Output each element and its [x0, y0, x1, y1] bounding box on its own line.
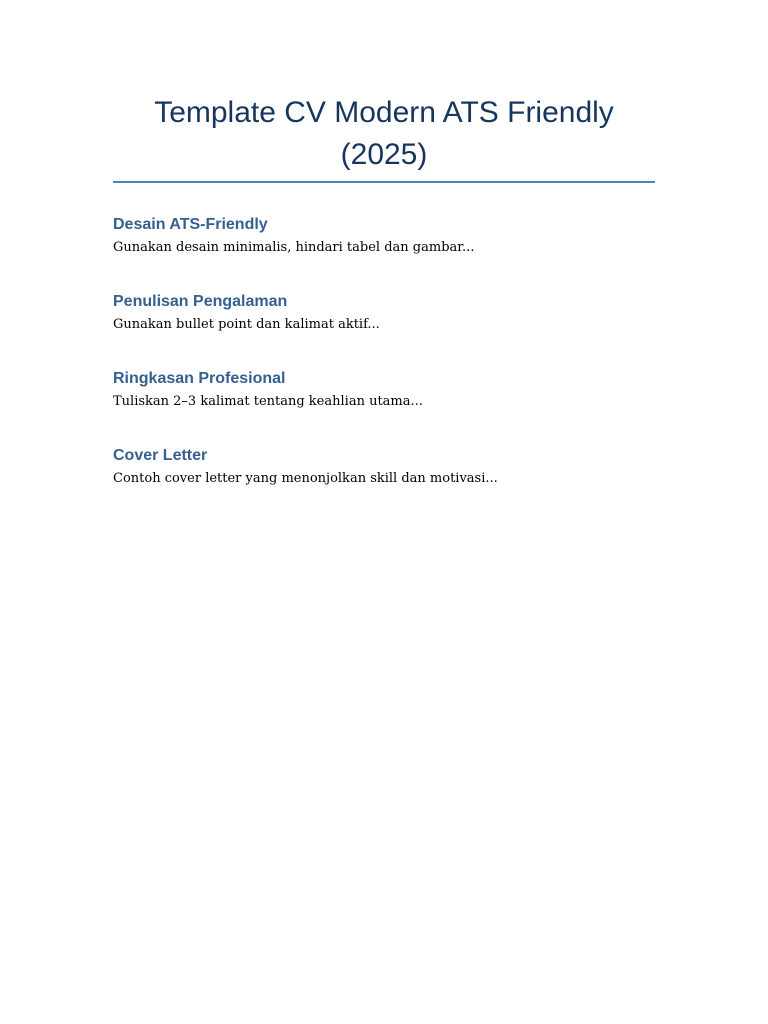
title-divider: [113, 181, 655, 183]
section-body: Tuliskan 2–3 kalimat tentang keahlian utama...: [113, 394, 423, 409]
section-cover-letter: [113, 445, 655, 488]
section-heading: Penulisan Pengalaman: [113, 293, 288, 310]
section-body: Contoh cover letter yang menonjolkan skill dan motivasi...: [113, 471, 498, 486]
document-page: [113, 92, 655, 488]
section-experience: [113, 291, 655, 334]
section-heading: Ringkasan Profesional: [113, 370, 286, 387]
section-heading: Desain ATS-Friendly: [113, 216, 268, 233]
section-body: Gunakan bullet point dan kalimat aktif...: [113, 317, 380, 332]
document-title: Template CV Modern ATS Friendly (2025): [154, 96, 614, 171]
section-summary: [113, 368, 655, 411]
section-ats-design: [113, 214, 655, 257]
section-heading: Cover Letter: [113, 447, 208, 464]
section-body: Gunakan desain minimalis, hindari tabel dan gambar...: [113, 240, 475, 255]
